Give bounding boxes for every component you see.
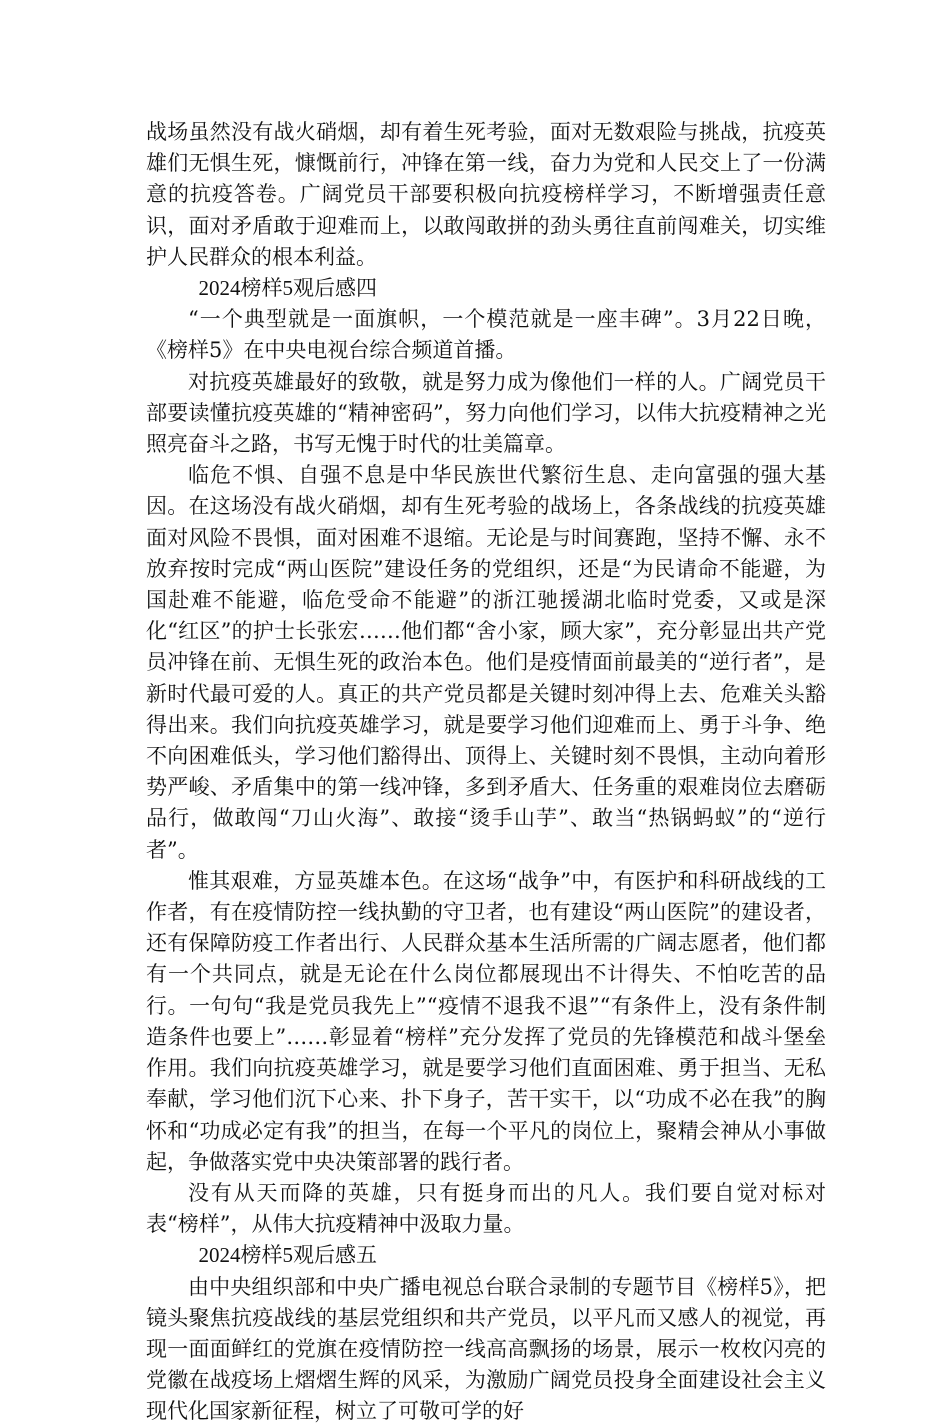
paragraph: “一个典型就是一面旗帜，一个模范就是一座丰碑”。3月22日晚，《榜样5》在中央电视台综合频道首播。 [146, 307, 826, 363]
paragraph: 由中央组织部和中央广播电视总台联合录制的专题节目《榜样5》，把镜头聚焦抗疫战线的基层党组织和共产党员，以平凡而又感人的视觉，再现一面面鲜红的党旗在疫情防控一线高高飘扬的场景，展示一枚枚闪亮的党徽在战疫场上熠熠生辉的风采，为激励广阔党员投身全面建设社会主义现代化国家新征程，树立了可敬可学的好 [146, 1274, 826, 1424]
document-body [146, 117, 826, 1428]
paragraph: 惟其艰难，方显英雄本色。在这场“战争”中，有医护和科研战线的工作者，有在疫情防控一线执勤的守卫者，也有建设“两山医院”的建设者，还有保障防疫工作者出行、人民群众基本生活所需的广阔志愿者，他们都有一个共同点，就是无论在什么岗位都展现出不计得失、不怕吃苦的品行。一句句“我是党员我先上”“疫情不退我不退”“有条件上，没有条件制造条件也要上”……彰显着“榜样”充分发挥了党员的先锋模范和战斗堡垒作用。我们向抗疫英雄学习，就是要学习他们直面困难、勇于担当、无私奉献，学习他们沉下心来、扑下身子，苦干实干，以“功成不必在我”的胸怀和“功成必定有我”的担当，在每一个平凡的岗位上，聚精会神从小事做起，争做落实党中央决策部署的践行者。 [146, 868, 826, 1174]
paragraph: 没有从天而降的英雄，只有挺身而出的凡人。我们要自觉对标对表“榜样”，从伟大抗疫精神中汲取力量。 [146, 1180, 826, 1237]
paragraph: 临危不惧、自强不息是中华民族世代繁衍生息、走向富强的强大基因。在这场没有战火硝烟，却有生死考验的战场上，各条战线的抗疫英雄面对风险不畏惧，面对困难不退缩。无论是与时间赛跑，坚持不懈、永不放弃按时完成“两山医院”建设任务的党组织，还是“为民请命不能避，为国赴难不能避，临危受命不能避”的浙江驰援湖北临时党委，又或是深化“红区”的护士长张宏……他们都“舍小家，顾大家”，充分彰显出共产党员冲锋在前、无惧生死的政治本色。他们是疫情面前最美的“逆行者”，是新时代最可爱的人。真正的共产党员都是关键时刻冲得上去、危难关头豁得出来。我们向抗疫英雄学习，就是要学习他们迎难而上、勇于斗争、绝不向困难低头，学习他们豁得出、顶得上、关键时刻不畏惧，主动向着形势严峻、矛盾集中的第一线冲锋，多到矛盾大、任务重的艰难岗位去磨砺品行，做敢闯“刀山火海”、敢接“烫手山芋”、敢当“热锅蚂蚁”的“逆行者”。 [146, 463, 826, 862]
paragraph-continuation: 战场虽然没有战火硝烟，却有着生死考验，面对无数艰险与挑战，抗疫英雄们无惧生死，慷慨前行，冲锋在第一线，奋力为党和人民交上了一份满意的抗疫答卷。广阔党员干部要积极向抗疫榜样学习，不断增强责任意识，面对矛盾敢于迎难而上，以敢闯敢拼的劲头勇往直前闯难关，切实维护人民群众的根本利益。 [146, 120, 826, 269]
paragraph: 对抗疫英雄最好的致敬，就是努力成为像他们一样的人。广阔党员干部要读懂抗疫英雄的“精神密码”，努力向他们学习，以伟大抗疫精神之光照亮奋斗之路，书写无愧于时代的壮美篇章。 [146, 369, 826, 457]
section-heading-4: 2024榜样5观后感四 [198, 276, 377, 301]
section-heading-5: 2024榜样5观后感五 [198, 1243, 377, 1268]
